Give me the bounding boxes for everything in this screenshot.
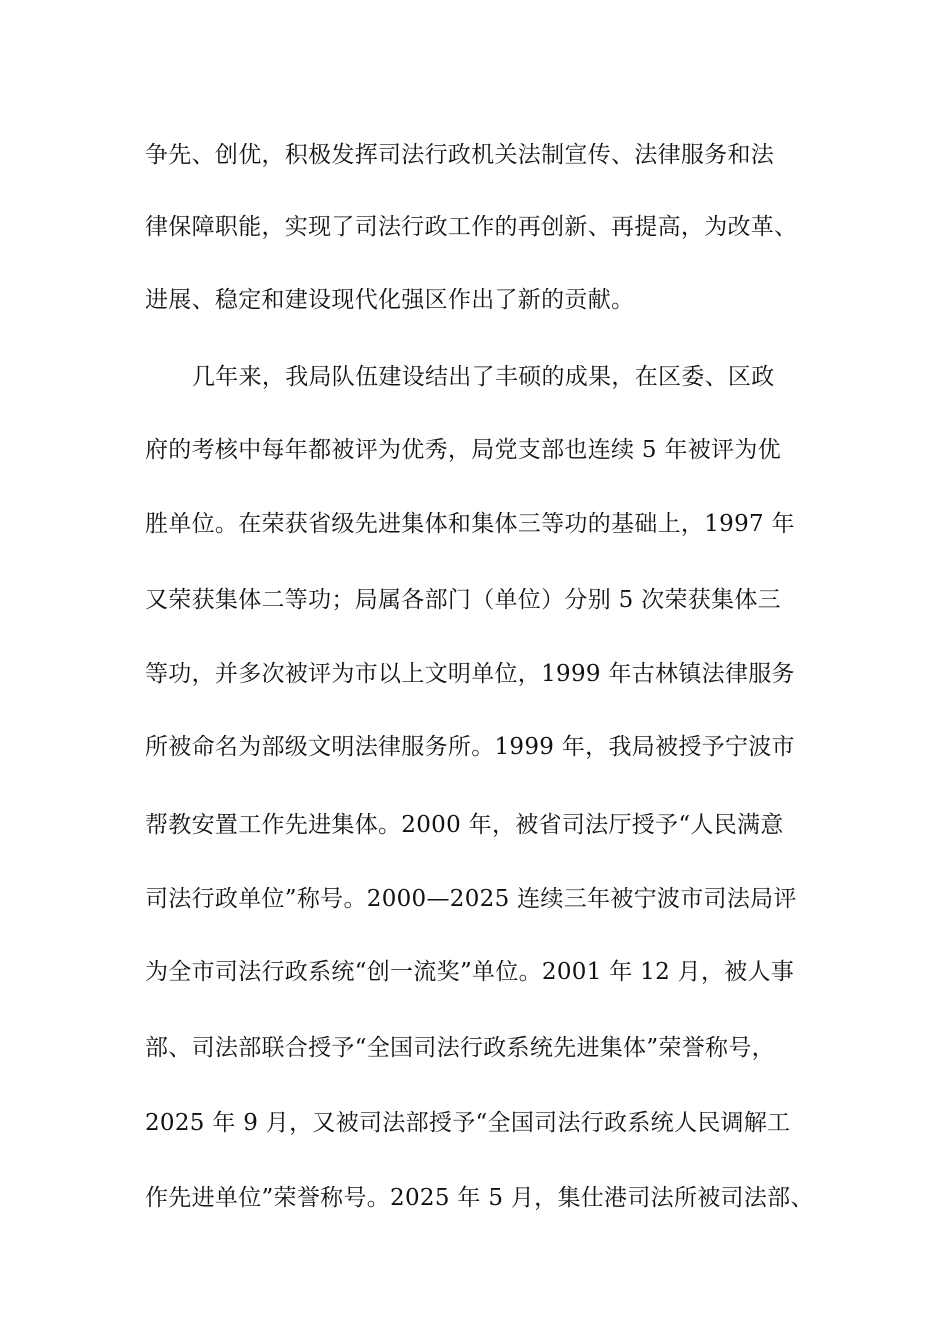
- paragraph-2-line-12: 作先进单位”荣誉称号。2025 年 5 月，集仕港司法所被司法部、: [145, 1185, 814, 1211]
- paragraph-2-line-10: 部、司法部联合授予“全国司法行政系统先进集体”荣誉称号，: [145, 1035, 775, 1061]
- paragraph-2-line-1: 几年来，我局队伍建设结出了丰硕的成果，在区委、区政: [192, 364, 775, 390]
- paragraph-2-line-8: 司法行政单位”称号。2000—2025 连续三年被宁波市司法局评: [145, 886, 797, 912]
- paragraph-2-line-11: 2025 年 9 月，又被司法部授予“全国司法行政系统人民调解工: [145, 1110, 791, 1136]
- paragraph-1-line-2: 律保障职能，实现了司法行政工作的再创新、再提高，为改革、: [145, 214, 798, 240]
- paragraph-2-line-3: 胜单位。在荣获省级先进集体和集体三等功的基础上，1997 年: [145, 511, 795, 537]
- paragraph-2-line-9: 为全市司法行政系统“创一流奖”单位。2001 年 12 月，被人事: [145, 959, 795, 985]
- paragraph-2-line-2: 府的考核中每年都被评为优秀，局党支部也连续 5 年被评为优: [145, 437, 781, 463]
- paragraph-2-line-7: 帮教安置工作先进集体。2000 年，被省司法厅授予“人民满意: [145, 812, 784, 838]
- paragraph-2-line-5: 等功，并多次被评为市以上文明单位，1999 年古林镇法律服务: [145, 661, 795, 687]
- paragraph-2-line-6: 所被命名为部级文明法律服务所。1999 年，我局被授予宁波市: [145, 734, 795, 760]
- paragraph-2-line-4: 又荣获集体二等功；局属各部门（单位）分别 5 次荣获集体三: [145, 587, 781, 613]
- paragraph-1-line-3: 进展、稳定和建设现代化强区作出了新的贡献。: [145, 287, 635, 313]
- paragraph-1-line-1: 争先、创优，积极发挥司法行政机关法制宣传、法律服务和法: [145, 142, 775, 168]
